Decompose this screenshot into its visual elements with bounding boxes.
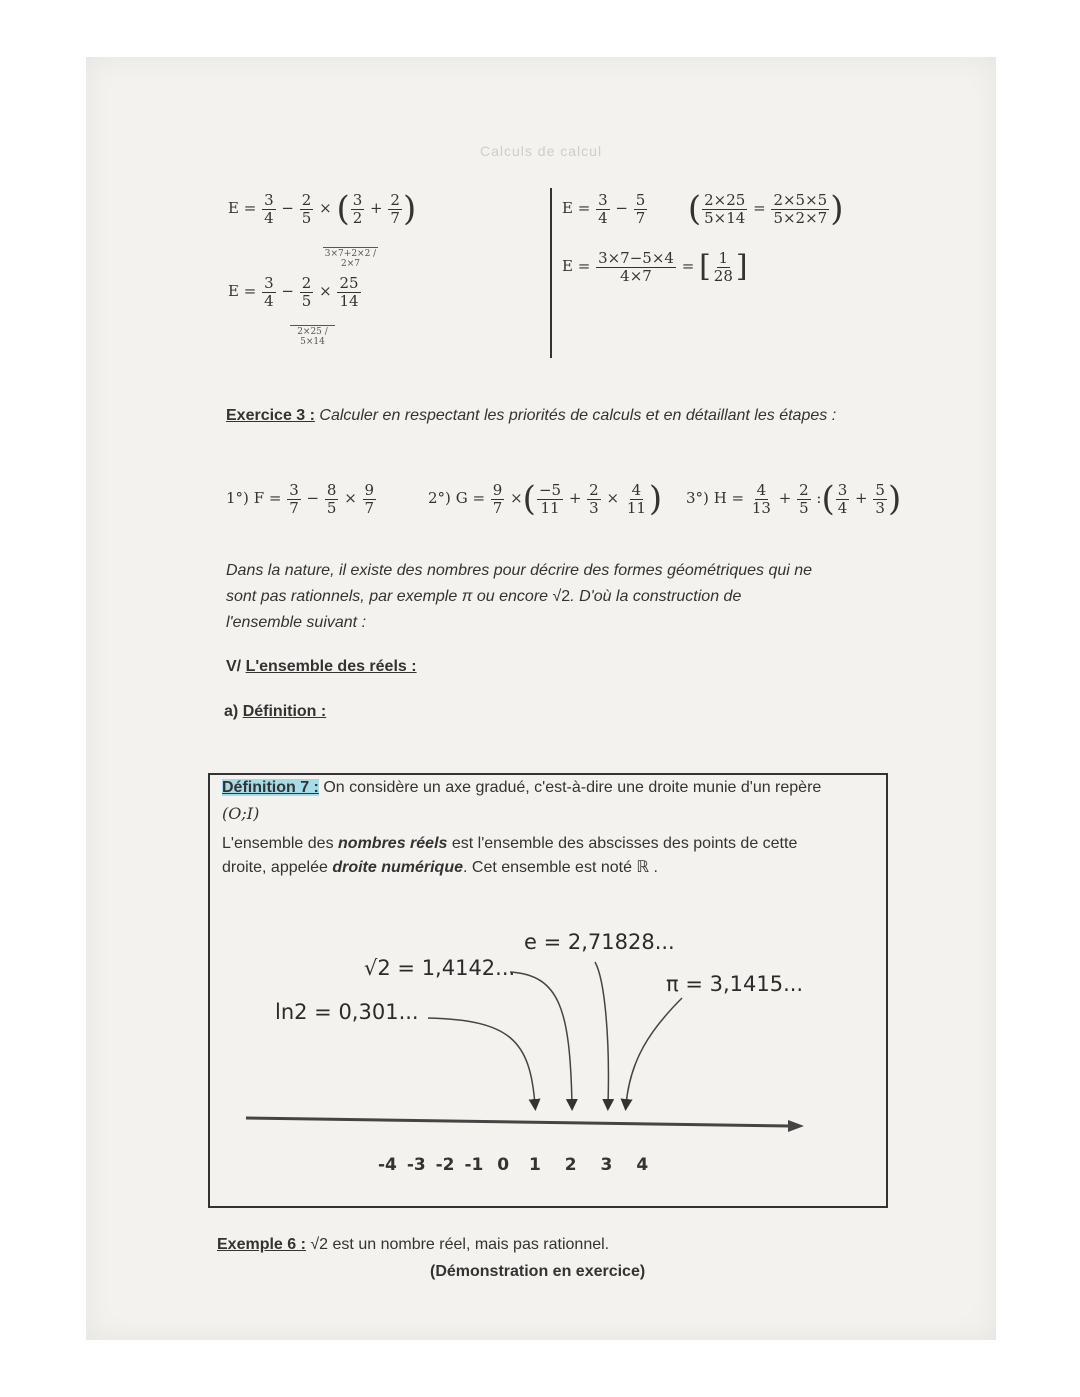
fraction: $\frac{1}{28}$ <box>713 249 733 285</box>
sqrt2-symbol: √2 <box>310 1236 329 1253</box>
pi-arrow <box>626 998 682 1105</box>
fraction: $\frac{2\times 25}{5\times 14}$ <box>704 191 746 227</box>
exercise3-label: Exercice 3 : <box>226 407 315 424</box>
fraction: $\frac{3}{2}$ <box>352 191 363 227</box>
fraction: $\frac{3}{4}$ <box>598 191 608 227</box>
sqrt2-symbol: √2 <box>552 588 571 605</box>
fraction: $\frac{2}{7}$ <box>390 191 400 227</box>
fraction: $\frac{3\times 7-5\times 4}{4\times 7}$ <box>598 249 674 285</box>
tick-labels <box>378 1155 648 1175</box>
subsection-title: a) Définition : <box>224 703 327 720</box>
faint-header: Calculs de calcul <box>480 143 603 159</box>
ln2-label: ln2 = 0,301... <box>275 1000 419 1024</box>
right-calc-line1: E = $\frac{3}{4}$ − $\frac{5}{7}$ ( $\frac{2\times 25}{5\times 14}$ = $\frac{2\times 5\times 5}{5\times 2\times 7}$ ) <box>562 189 844 229</box>
e-label: e = 2,71828... <box>524 930 675 954</box>
tick-label: -4 <box>378 1155 397 1175</box>
tick-label: -1 <box>464 1155 484 1175</box>
e-arrow <box>595 962 608 1105</box>
pi-label: π = 3,1415... <box>666 972 804 996</box>
brace-note-1: 3×7+2×2 / 2×7 <box>324 249 377 269</box>
example-label: Exemple 6 : <box>217 1236 306 1253</box>
tick-label: 2 <box>564 1155 577 1175</box>
tick-label: 1 <box>529 1155 541 1175</box>
fraction: $\frac{25}{14}$ <box>339 274 359 310</box>
pi-symbol: π <box>461 588 473 605</box>
fraction: $\frac{3}{4}$ <box>264 191 274 227</box>
exercise3-statement: Exercice 3 : Calculer en respectant les priorités de calculs et en détaillant les étapes : <box>226 407 837 424</box>
ln2-arrow <box>428 1018 535 1105</box>
repere: (O;I) <box>222 804 260 823</box>
tick-label: -2 <box>435 1155 455 1175</box>
fraction: $\frac{3}{4}$ <box>264 274 274 310</box>
left-calc-line1: E = $\frac{3}{4}$ − $\frac{2}{5}$ × ( $\frac{3}{2}$ + $\frac{2}{7}$ ) <box>228 189 417 229</box>
exercise3-q3: 3°) H = $\frac{4}{13}$ + $\frac{2}{5}$ :( $\frac{3}{4}$ + $\frac{5}{3}$ ) <box>686 479 902 519</box>
section-title: V/ L'ensemble des réels : <box>226 658 417 675</box>
number-line-axis <box>246 1118 790 1126</box>
number-line-figure <box>210 920 810 1150</box>
definition-label: Définition 7 : <box>222 779 319 796</box>
left-calc-line2: E = $\frac{3}{4}$ − $\frac{2}{5}$ × $\frac{25}{14}$ <box>228 274 359 310</box>
tick-label: 4 <box>636 1155 649 1175</box>
sqrt2-label: √2 = 1,4142... <box>364 956 516 980</box>
fraction: $\frac{2}{5}$ <box>301 274 312 310</box>
tick-label-zero: 0 <box>497 1155 510 1175</box>
brace-note-2: 2×25 / 5×14 <box>290 325 335 347</box>
example-line: Exemple 6 : √2 est un nombre réel, mais pas rationnel. <box>217 1236 610 1253</box>
tick-label: -3 <box>406 1155 426 1175</box>
var-e: E <box>228 199 239 217</box>
fraction: $\frac{2}{5}$ <box>301 191 312 227</box>
example-note: (Démonstration en exercice) <box>430 1263 646 1280</box>
fraction: $\frac{5}{7}$ <box>635 191 646 227</box>
exercise3-q2: 2°) G = $\frac{9}{7}$ ×( $\frac{-5}{11}$ + $\frac{2}{3}$ × $\frac{4}{11}$ ) <box>428 479 663 519</box>
sqrt2-arrow <box>510 972 572 1105</box>
intro-paragraph: Dans la nature, il existe des nombres pour décrire des formes géométriques qui ne sont pas rationnels, par exemple π ou encore √2. D'où la construction de l'ensemble suivant : <box>226 562 813 631</box>
tick-label: 3 <box>600 1155 613 1175</box>
fraction: $\frac{2\times 5\times 5}{5\times 2\times 7}$ <box>773 191 828 227</box>
exercise3-q1: 1°) F = $\frac{3}{7}$ − $\frac{8}{5}$ × $\frac{9}{7}$ <box>226 481 375 517</box>
definition-text: Définition 7 : On considère un axe gradué, c'est-à-dire une droite munie d'un repère (O;I) L'ensemble des nombres réels est l'ensemble des abscisses des points de cette droite, appelée droite numérique. Cet ensemble est noté ℝ . <box>222 776 882 880</box>
divider-line <box>550 188 552 358</box>
axis-arrowhead <box>788 1120 804 1132</box>
right-calc-line2: E = $\frac{3\times 7-5\times 4}{4\times 7}$ = [ $\frac{1}{28}$ ] <box>562 249 748 285</box>
